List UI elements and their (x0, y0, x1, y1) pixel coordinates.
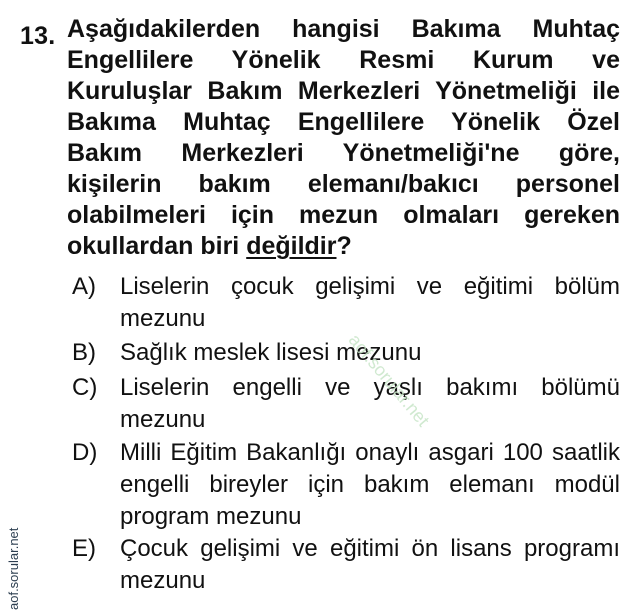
question-stem-end: ? (336, 232, 352, 260)
option-c-letter: C) (72, 374, 98, 401)
option-e-text: Çocuk gelişimi ve eğitimi ön lisans programı mezunu (120, 535, 620, 594)
option-a-letter: A) (72, 273, 96, 300)
option-c-text: Liselerin engelli ve yaşlı bakımı bölümü mezunu (120, 374, 620, 433)
option-b-letter: B) (72, 339, 96, 366)
option-d-letter: D) (72, 439, 98, 466)
option-b-text: Sağlık meslek lisesi mezunu (120, 339, 422, 366)
question-stem-emphasis: değildir (246, 232, 337, 260)
option-e-letter: E) (72, 535, 96, 562)
option-e[interactable] (72, 533, 620, 597)
question-stem-text: Aşağıdakilerden hangisi Bakıma Muhtaç Engellilere Yönelik Resmi Kurum ve Kuruluşlar Bakım Merkezleri Yönetmeliği ile Bakıma Muhtaç Engellilere Yönelik Özel Bakım Merkezleri Yönetmeliği'ne göre, kişilerin bakım elemanı/bakıcı personel olabilmeleri için mezun olmaları gereken okullardan biri (67, 15, 620, 260)
option-d-text: Milli Eğitim Bakanlığı onaylı asgari 100 saatlik engelli bireyler için bakım elemanı modül program mezunu (120, 439, 620, 530)
option-d[interactable] (72, 437, 620, 533)
side-watermark: aof.sorular.net (6, 527, 21, 610)
option-a-text: Liselerin çocuk gelişimi ve eğitimi bölüm mezunu (120, 273, 620, 332)
option-c[interactable] (72, 372, 620, 436)
question-number: 13. (20, 22, 56, 50)
option-a[interactable] (72, 271, 620, 335)
diagonal-watermark: aof.sorular.net (344, 330, 434, 431)
question-stem (67, 14, 620, 262)
